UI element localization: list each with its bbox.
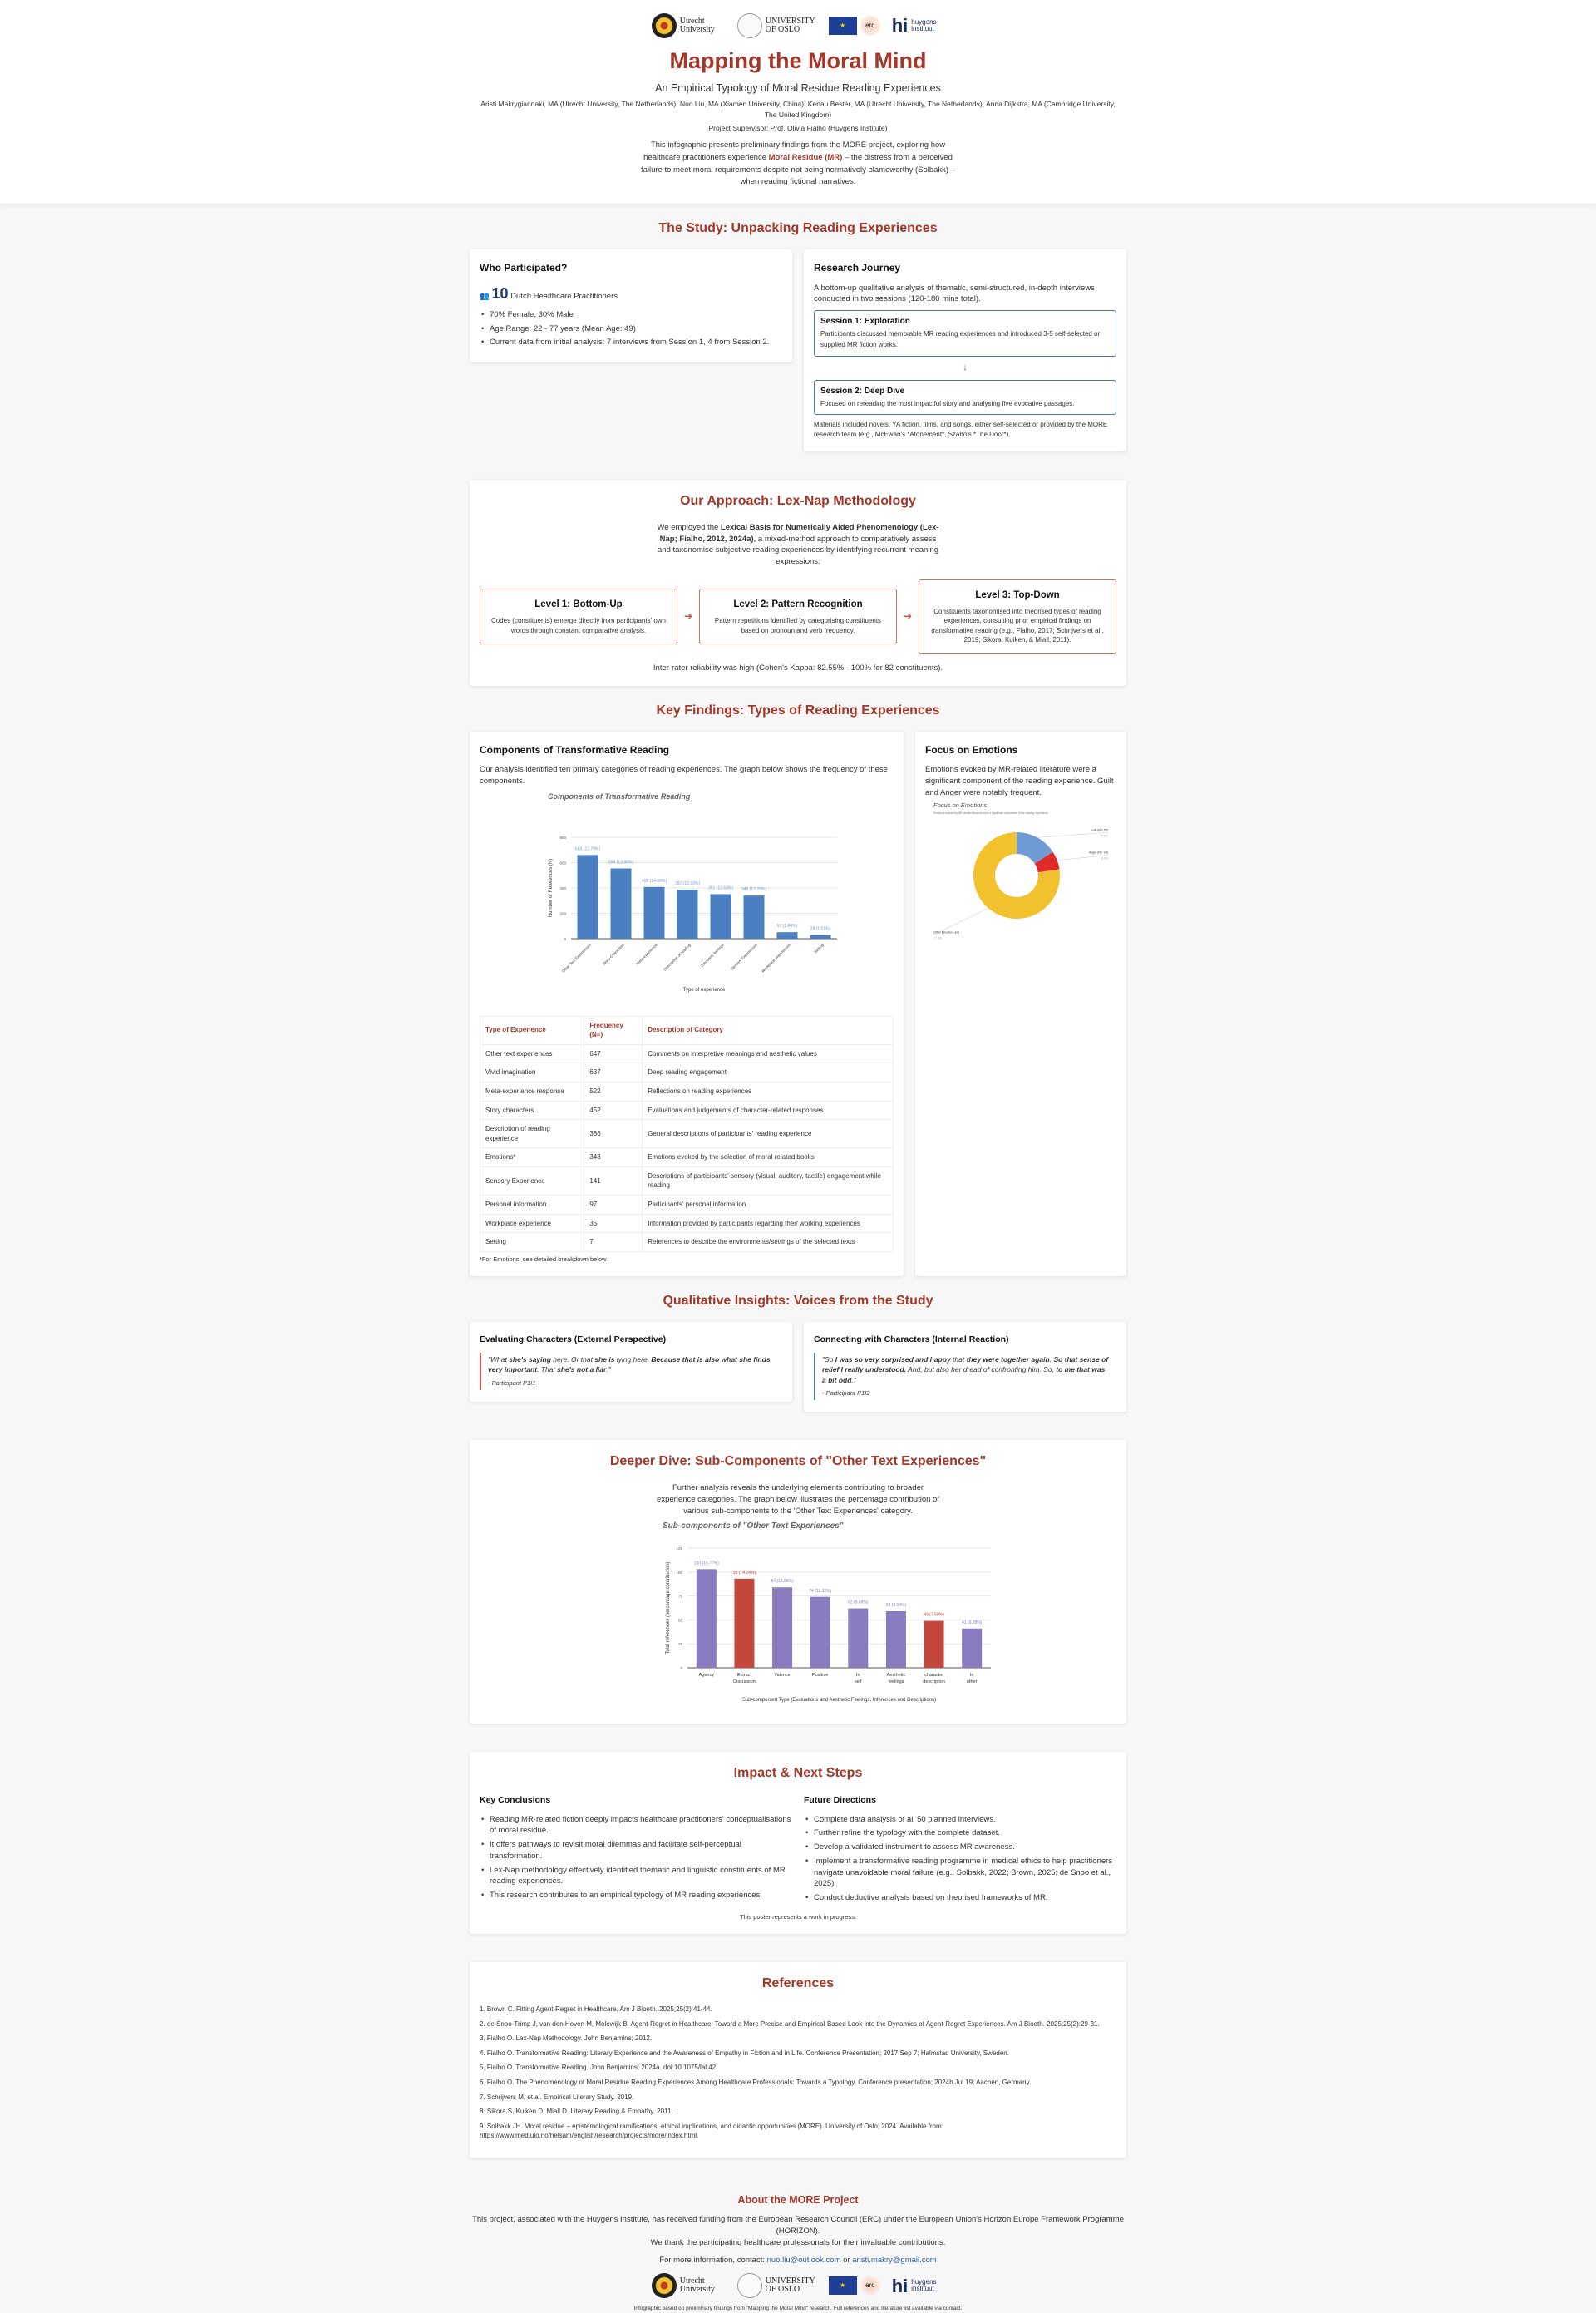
bar: [697, 1570, 717, 1669]
x-axis-label: Type of experience: [682, 987, 726, 993]
emotions-heading: Focus on Emotions: [925, 743, 1018, 756]
table-header: Type of Experience: [480, 1016, 584, 1044]
x-tick-label: In self: [855, 1673, 862, 1685]
table-cell: Comments on interpretive meanings and aesthetic values: [643, 1044, 894, 1063]
y-tick-label: 25: [677, 1642, 682, 1647]
table-cell: Setting: [480, 1233, 584, 1252]
data-label: 408 (14.69%): [641, 878, 667, 884]
chart-subtitle: Emotions evoked by MR-related literature were a significant component of the reading experience.: [933, 811, 1049, 815]
bar: [734, 1579, 754, 1668]
reliability: Inter-rater reliability was high (Cohen's Kappa: 82.55% - 100% for 82 constituents).: [653, 663, 943, 673]
table-row: [480, 1148, 894, 1167]
y-tick-label: 400: [559, 885, 566, 890]
y-tick-label: 800: [559, 835, 566, 840]
table-cell: Personal information: [480, 1196, 584, 1215]
table-cell: General descriptions of participants' reading experience: [643, 1120, 894, 1148]
session-2: Session 2: Deep Dive Focused on rereading the most impactful story and analysing five evocative passages.: [814, 380, 1116, 415]
impact-title: Impact & Next Steps: [733, 1766, 863, 1781]
utrecht-logo: Utrecht University: [652, 13, 726, 38]
bar: [848, 1609, 868, 1668]
x-tick-label: Extract Discussion: [733, 1673, 756, 1685]
references-title: References: [761, 1975, 835, 1990]
eu-flag-icon: ★: [829, 17, 857, 35]
data-label: 49 (7.50%): [924, 1612, 944, 1618]
reference-item: 4. Fialho O. Transformative Reading: Literary Experience and the Awareness of Empathy in Fiction and in Life. Conference Presentation; 2017 Sep 7; Halmstad University, Sweden.: [480, 2049, 1009, 2057]
x-tick-label: Workplace experiences: [761, 942, 791, 974]
x-tick-label: Story Characters: [602, 942, 625, 966]
y-axis-label: Number of References (N): [549, 858, 554, 917]
work-in-progress-note: This poster represents a work in progress.: [739, 1912, 857, 1921]
y-tick-label: 0: [680, 1666, 682, 1671]
components-card: [470, 732, 904, 1276]
bar: [772, 1588, 792, 1669]
future-item: • Conduct deductive analysis based on theorised frameworks of MR.: [804, 1892, 1116, 1904]
data-label: 28 (1.01%): [810, 926, 831, 932]
approach-card: [470, 480, 1126, 686]
bar: [810, 935, 831, 939]
journey-heading: Research Journey: [814, 262, 901, 274]
conclusion-item: • This research contributes to an empirical typology of MR reading experiences.: [480, 1890, 792, 1901]
intro: This infographic presents preliminary findings from the MORE project, exploring how healthcare practitioners experience Moral Residue (MR) – the distress from a perceived failure to meet moral requirements despite not being normatively blameworthy (Solbakk) – when reading fictional narratives.: [640, 141, 956, 187]
data-label: 41 (6.28%): [961, 1620, 983, 1626]
funding-text: This project, associated with the Huygens Institute, has received funding from the European Research Council (ERC) under the European Union's Horizon Europe Framework Programme (HORIZON).: [472, 2215, 1124, 2236]
reference-item: 8. Sikora S, Kuiken D, Miall D. Literary Reading & Empathy. 2011.: [480, 2108, 673, 2116]
eu-erc-logo: ★ erc: [829, 16, 880, 36]
impact-card: [470, 1752, 1126, 1934]
bar: [677, 890, 698, 939]
slice-value: 77.3%: [933, 935, 942, 940]
study-title: The Study: Unpacking Reading Experiences: [658, 221, 938, 236]
slice-value: 6.9%: [1101, 856, 1108, 861]
x-tick-label: In other: [966, 1673, 978, 1685]
subtitle: An Empirical Typology of Moral Residue Reading Experiences: [655, 82, 941, 95]
level-3: Level 3: Top-Down Constituents taxonomised into theorised types of reading experiences, consulting prior empirical findings on transformative reading (e.g., Fialho, 2017; Schrijvers et al., 2019; Sikora, Kuiken, & Miall, 2011).: [919, 579, 1116, 654]
table-row: [480, 1063, 894, 1083]
supervisor: Project Supervisor: Prof. Olivia Fialho (Huygens Institute): [708, 123, 888, 132]
data-label: 59 (9.04%): [885, 1603, 907, 1609]
table-header: Frequency (N=): [584, 1016, 643, 1044]
components-table: [480, 1016, 894, 1252]
data-label: 340 (12.23%): [741, 886, 767, 892]
huygens-logo: hi huygens instituut: [891, 15, 937, 37]
about-section: [470, 2192, 1126, 2313]
y-tick-label: 600: [559, 861, 566, 866]
email-link[interactable]: aristi.makry@gmail.com: [852, 2256, 937, 2266]
table-cell: Emotions*: [480, 1148, 584, 1167]
x-tick-label: character description: [923, 1673, 945, 1685]
future-item: • Develop a validated instrument to assess MR awareness.: [804, 1842, 1116, 1853]
quote-heading: Connecting with Characters (Internal Reaction): [814, 1334, 1009, 1344]
data-label: 660 (23.79%): [574, 846, 601, 852]
bar: [924, 1621, 944, 1668]
insights-title: Qualitative Insights: Voices from the Study: [663, 1293, 933, 1308]
bar: [744, 895, 765, 939]
deeper-title: Deeper Dive: Sub-Components of "Other Text Experiences": [609, 1453, 987, 1468]
table-header: Description of Category: [643, 1016, 894, 1044]
y-tick-label: 50: [677, 1618, 682, 1623]
conclusion-item: • It offers pathways to revisit moral dilemmas and facilitate self-perceptual transformation.: [480, 1839, 792, 1862]
reference-item: 2. de Snoo-Trimp J, van den Hoven M, Molewijk B. Agent-Regret in Healthcare: Toward a More Precise and Empirical-Based Look into the Dynamics of Agent-Regret Experiences. Am J Bioeth. 2025;25(2):29-31.: [480, 2020, 1100, 2028]
x-tick-label: Emotions, feelings: [700, 942, 725, 968]
table-cell: Participants' personal information: [643, 1196, 894, 1215]
data-label: 351 (12.63%): [707, 885, 734, 891]
x-axis-label: Sub-component Type (Evaluations and Aesthetic Feelings, Inferences and Descriptions): [741, 1698, 937, 1704]
data-label: 51 (1.84%): [776, 924, 798, 930]
oslo-logo: UNIVERSITY OF OSLO: [737, 13, 817, 38]
y-tick-label: 100: [676, 1571, 682, 1576]
reference-item: 1. Brown C. Fitting Agent-Regret in Healthcare. Am J Bioeth. 2025;25(2):41-44.: [480, 2005, 712, 2014]
table-cell: Sensory Experience: [480, 1166, 584, 1195]
data-label: 74 (11.33%): [809, 1589, 832, 1595]
arrow-right-icon: ➔: [683, 610, 693, 623]
table-row: [480, 1214, 894, 1233]
data-label: 387 (13.93%): [674, 880, 701, 886]
references-card: [470, 1962, 1126, 2158]
table-cell: 637: [584, 1063, 643, 1083]
data-label: 62 (9.49%): [848, 1600, 869, 1606]
slice-label: Anger (N = 24): [1088, 851, 1108, 855]
contact: For more information, contact: nuo.liu@outlook.com or aristi.makry@gmail.com: [659, 2256, 937, 2266]
email-link[interactable]: nuo.liu@outlook.com: [766, 2256, 841, 2266]
components-bar-chart: [480, 787, 894, 995]
subcomponents-bar-chart: [480, 1517, 1116, 1708]
who-bullet: • Current data from initial analysis: 7 interviews from Session 1, 4 from Session 2.: [480, 337, 782, 348]
x-tick-label: Agency: [698, 1673, 714, 1679]
chart-title: Sub-components of "Other Text Experiences": [663, 1521, 844, 1531]
reference-item: 7. Schrijvers M, et al. Empirical Literary Study. 2019.: [480, 2093, 634, 2101]
table-cell: Descriptions of participants' sensory (visual, auditory, tactile) engagement while reading: [643, 1166, 894, 1195]
table-cell: 522: [584, 1082, 643, 1101]
table-cell: 386: [584, 1120, 643, 1148]
oslo-logo: UNIVERSITY OF OSLO: [737, 2273, 817, 2298]
table-row: [480, 1166, 894, 1195]
slice-label: Other Emotions and: [933, 930, 960, 934]
data-label: 103 (15.77%): [693, 1561, 719, 1566]
quote-card-internal: [804, 1322, 1126, 1412]
table-cell: 7: [584, 1233, 643, 1252]
materials-note: Materials included novels, YA fiction, films, and songs, either self-selected or provided by the MORE research team (e.g., McEwan's *Atonement*, Szabó's *The Door*).: [814, 421, 1108, 439]
table-cell: Evaluations and judgements of character-related responses: [643, 1101, 894, 1120]
table-cell: 141: [584, 1166, 643, 1195]
table-cell: 452: [584, 1101, 643, 1120]
conclusions-heading: Key Conclusions: [480, 1795, 551, 1806]
table-row: [480, 1196, 894, 1215]
x-tick-label: Meta-experience: [635, 942, 658, 966]
emotions-donut-chart: [925, 799, 1116, 940]
slice-label: Guilt (N = 55): [1091, 827, 1108, 831]
huygens-logo: hi huygens instituut: [891, 2275, 937, 2296]
table-cell: Reflections on reading experiences: [643, 1082, 894, 1101]
who-participated-card: [470, 249, 792, 362]
table-cell: Information provided by participants regarding their working experiences: [643, 1214, 894, 1233]
table-cell: Description of reading experience: [480, 1120, 584, 1148]
eu-erc-logo: ★ erc: [829, 2276, 880, 2296]
session-1: Session 1: Exploration Participants discussed memorable MR reading experiences and introduced 3-5 self-selected or supplied MR fiction works.: [814, 310, 1116, 357]
table-cell: Story characters: [480, 1101, 584, 1120]
y-tick-label: 200: [559, 911, 566, 916]
reference-item: 9. Solbakk JH. Moral residue – epistemological ramifications, ethical implications, and didactic opportunities (MORE). University of Oslo; 2024. Available from: https://www.med.uio.no/helsam/english/research/projects/more/index.html.: [480, 2122, 943, 2140]
quote-heading: Evaluating Characters (External Perspective): [480, 1334, 667, 1344]
x-tick-label: Description of reading: [663, 942, 692, 972]
emotions-text: Emotions evoked by MR-related literature were a significant component of the reading experience. Guilt and Anger were notably frequent.: [925, 765, 1114, 797]
conclusion-item: • Lex-Nap methodology effectively identified thematic and linguistic constituents of MR reading experiences.: [480, 1865, 792, 1888]
bar: [578, 855, 598, 939]
people-icon: 👥: [480, 291, 490, 301]
research-journey-card: [804, 249, 1126, 451]
x-tick-label: Other Text Experiences: [561, 942, 592, 974]
bar: [611, 868, 632, 938]
x-tick-label: Sensory Experiences: [730, 942, 758, 971]
table-cell: 97: [584, 1196, 643, 1215]
approach-title: Our Approach: Lex-Nap Methodology: [680, 493, 916, 508]
thanks-text: We thank the participating healthcare professionals for their invaluable contributions.: [650, 2237, 946, 2247]
level-2: Level 2: Pattern Recognition Pattern repetitions identified by categorising constituents based on pronoun and verb frequency.: [699, 589, 897, 644]
data-label: 93 (14.24%): [732, 1571, 756, 1576]
participant-count: 👥 10 Dutch Healthcare Practitioners: [480, 284, 618, 302]
table-cell: Meta-experience response: [480, 1082, 584, 1101]
table-cell: Vivid imagination: [480, 1063, 584, 1083]
components-text: Our analysis identified ten primary categories of reading experiences. The graph below shows the frequency of these components.: [480, 765, 888, 787]
bar: [962, 1629, 982, 1668]
conclusion-item: • Reading MR-related fiction deeply impacts healthcare practitioners' conceptualisations of moral residue.: [480, 1814, 792, 1837]
table-footnote: *For Emotions, see detailed breakdown below.: [480, 1255, 608, 1263]
bar: [777, 932, 798, 939]
utrecht-logo: Utrecht University: [652, 2273, 726, 2298]
leader-line: [1037, 832, 1108, 837]
who-heading: Who Participated?: [480, 262, 568, 274]
table-row: [480, 1101, 894, 1120]
slice-value: 15.8%: [1100, 833, 1108, 837]
findings-title: Key Findings: Types of Reading Experiences: [656, 703, 940, 718]
bar: [810, 1597, 830, 1668]
leader-line: [1057, 855, 1108, 860]
table-row: [480, 1044, 894, 1063]
arrow-right-icon: ➔: [903, 610, 913, 623]
y-tick-label: 75: [677, 1595, 682, 1600]
y-tick-label: 125: [676, 1546, 682, 1551]
table-cell: Other text experiences: [480, 1044, 584, 1063]
table-row: [480, 1120, 894, 1148]
authors: Aristi Makrygiannaki, MA (Utrecht University, The Netherlands); Nuo Liu, MA (Xiamen University, China); Kenau Bester, MA (Utrecht University, The Netherlands); Anna Dijkstra, MA (Cambridge University, The United Kingdom): [480, 100, 1116, 119]
x-tick-label: Aesthetic feelings: [886, 1673, 906, 1685]
table-cell: 647: [584, 1044, 643, 1063]
table-cell: Workplace experience: [480, 1214, 584, 1233]
future-item: • Further refine the typology with the complete dataset.: [804, 1827, 1116, 1839]
emotions-card: [915, 732, 1126, 1276]
table-cell: 35: [584, 1214, 643, 1233]
header: [0, 0, 1596, 204]
footer-note: Infographic based on preliminary findings from "Mapping the Moral Mind" research. Full references and literature list available via contact.: [633, 2306, 963, 2312]
table-cell: References to describe the environments/settings of the selected texts: [643, 1233, 894, 1252]
deeper-dive-card: [470, 1440, 1126, 1724]
chart-title: Components of Transformative Reading: [548, 792, 691, 801]
who-bullet: • 70% Female, 30% Male: [480, 309, 782, 321]
table-cell: Emotions evoked by the selection of moral related books: [643, 1148, 894, 1167]
data-label: 84 (12.86%): [771, 1579, 794, 1585]
bar: [711, 894, 732, 939]
x-tick-label: Positive: [812, 1673, 829, 1679]
footer-logo-bar: [470, 2273, 1126, 2298]
table-row: [480, 1082, 894, 1101]
reference-item: 3. Fialho O. Lex-Nap Methodology. John Benjamins; 2012.: [480, 2034, 653, 2043]
reference-item: 5. Fialho O. Transformative Reading. John Benjamins; 2024a. doi:10.1075/lal.42.: [480, 2064, 718, 2072]
bar: [886, 1611, 906, 1668]
arrow-down-icon: ↓: [963, 362, 968, 373]
eu-flag-icon: ★: [829, 2276, 857, 2295]
y-axis-label: Total references (percentage contribution): [666, 1561, 671, 1655]
table-cell: 348: [584, 1148, 643, 1167]
table-row: [480, 1233, 894, 1252]
page-title: Mapping the Moral Mind: [669, 48, 927, 73]
x-tick-label: Valence: [774, 1673, 791, 1679]
x-tick-label: Setting: [813, 942, 825, 954]
data-label: 554 (19.96%): [608, 860, 634, 866]
table-cell: Deep reading engagement: [643, 1063, 894, 1083]
future-item: • Complete data analysis of all 50 planned interviews.: [804, 1814, 1116, 1826]
quote: "What she's saying here. Or that she is lying here. Because that is also what she finds very important. That she's not a liar." - Participant P1I1: [480, 1353, 782, 1390]
who-bullet: • Age Range: 22 - 77 years (Mean Age: 49): [480, 323, 782, 335]
about-title: About the MORE Project: [737, 2193, 859, 2206]
deeper-text: Further analysis reveals the underlying elements contributing to broader experience categories. The graph below illustrates the percentage contribution of various sub-components to the 'Other Text Experiences' category.: [657, 1483, 939, 1516]
approach-intro: We employed the Lexical Basis for Numerically Aided Phenomenology (Lex-Nap; Fialho, 2012, 2024a), a mixed-method approach to comparatively assess and taxonomise subjective reading experiences by identifying recurrent meaning expressions.: [657, 522, 939, 567]
future-item: • Implement a transformative reading programme in medical ethics to help practitioners navigate unavoidable moral failure (e.g., Solbakk, 2022; Brown, 2025; de Snoo et al., 2025).: [804, 1856, 1116, 1890]
y-tick-label: 0: [564, 936, 566, 941]
logo-bar: [0, 13, 1596, 38]
components-heading: Components of Transformative Reading: [480, 743, 670, 756]
reference-item: 6. Fialho O. The Phenomenology of Moral Residue Reading Experiences Among Healthcare Professionals: Towards a Typology. Conference presentation; 2024b Jul 19; Aachen, Germany.: [480, 2079, 1032, 2086]
level-1: Level 1: Bottom-Up Codes (constituents) emerge directly from participants' own words through constant comparative analysis.: [480, 589, 677, 644]
quote: "So I was so very surprised and happy that they were together again. So that sense of relief I really understood. And, but also her dread of confronting him. So, to me that was a bit odd." - Participant P1I2: [814, 1353, 1116, 1400]
chart-title: Focus on Emotions: [933, 801, 988, 809]
journey-text: A bottom-up qualitative analysis of thematic, semi-structured, in-depth interviews conducted in two sessions (120-180 mins total).: [814, 283, 1095, 304]
bar: [644, 887, 665, 939]
future-heading: Future Directions: [804, 1795, 876, 1806]
quote-card-external: [470, 1322, 792, 1402]
